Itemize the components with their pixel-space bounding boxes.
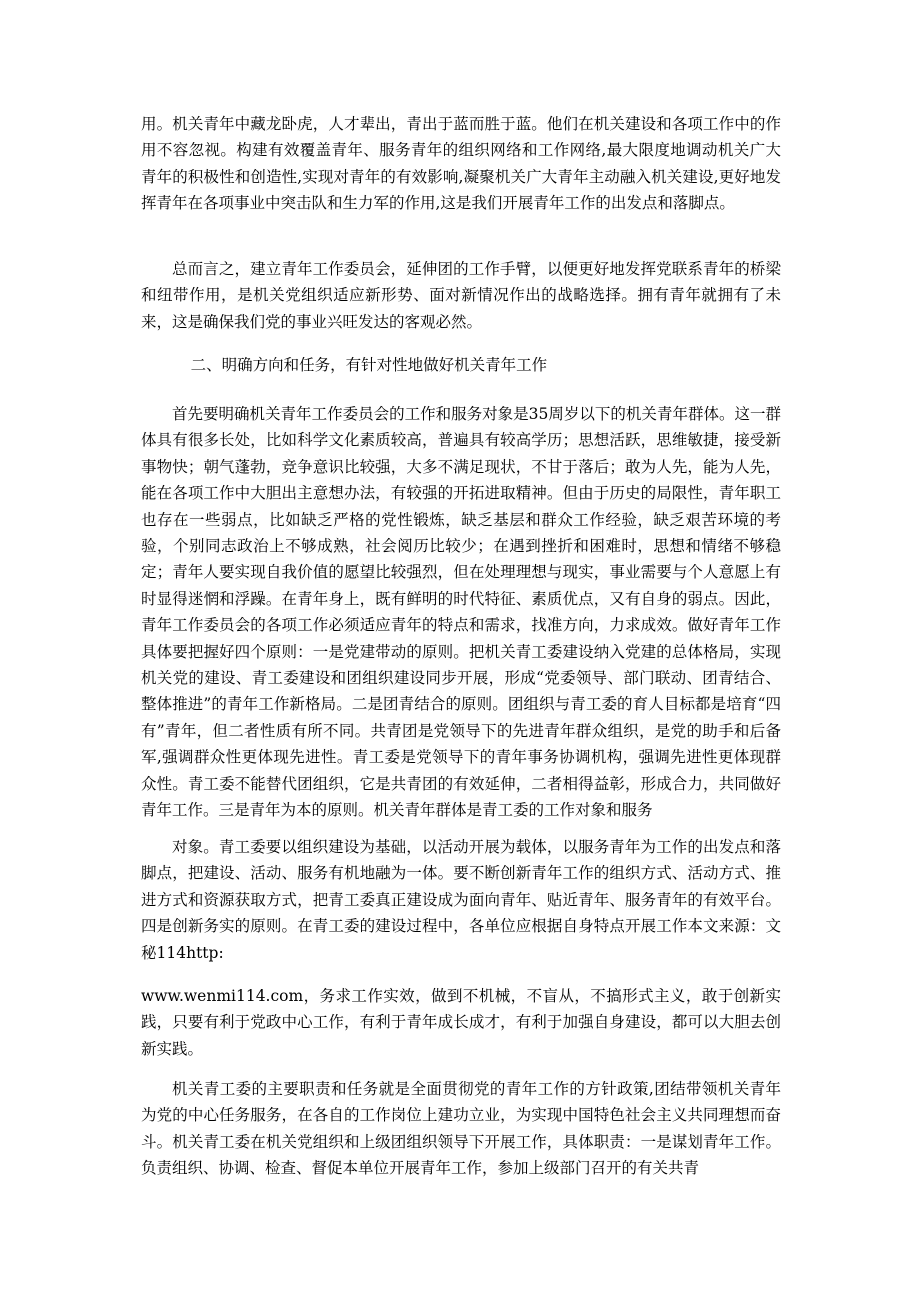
paragraph-5: www.wenmi114.com，务求工作实效，做到不机械，不盲从，不搞形式主义，敢于创新实践，只要有利于党政中心工作，有利于青年成长成才，有利于加强自身建设，都可以大胆去创新实践。 [141, 987, 781, 1058]
paragraph-1: 用。机关青年中藏龙卧虎，人才辈出，青出于蓝而胜于蓝。他们在机关建设和各项工作中的作用不容忽视。构建有效覆盖青年、服务青年的组织网络和工作网络,最大限度地调动机关广大青年的积极性和创造性,实现对青年的有效影响,凝聚机关广大青年主动融入机关建设,更好地发挥青年在各项事业中突击队和生力军的作用,这是我们开展青年工作的出发点和落脚点。 [141, 115, 781, 213]
paragraph-2: 总而言之，建立青年工作委员会，延伸团的工作手臂，以便更好地发挥党联系青年的桥梁和纽带作用，是机关党组织适应新形势、面对新情况作出的战略选择。拥有青年就拥有了未来，这是确保我们党的事业兴旺发达的客观必然。 [141, 260, 781, 331]
paragraph-6: 机关青工委的主要职责和任务就是全面贯彻党的青年工作的方针政策,团结带领机关青年为党的中心任务服务，在各自的工作岗位上建功立业，为实现中国特色社会主义共同理想而奋斗。机关青工委在机关党组织和上级团组织领导下开展工作，具体职责：一是谋划青年工作。负责组织、协调、检查、督促本单位开展青年工作，参加上级部门召开的有关共青 [141, 1080, 781, 1178]
paragraph-3: 首先要明确机关青年工作委员会的工作和服务对象是35周岁以下的机关青年群体。这一群体具有很多长处，比如科学文化素质较高，普遍具有较高学历；思想活跃，思维敏捷，接受新事物快；朝气蓬勃，竞争意识比较强，大多不满足现状，不甘于落后；敢为人先，能为人先，能在各项工作中大胆出主意想办法，有较强的开拓进取精神。但由于历史的局限性，青年职工也存在一些弱点，比如缺乏严格的党性锻炼，缺乏基层和群众工作经验，缺乏艰苦环境的考验，个别同志政治上不够成熟，社会阅历比较少；在遇到挫折和困难时，思想和情绪不够稳定；青年人要实现自我价值的愿望比较强烈，但在处理理想与现实，事业需要与个人意愿上有时显得迷惘和浮躁。在青年身上，既有鲜明的时代特征、素质优点，又有自身的弱点。因此，青年工作委员会的各项工作必须适应青年的特点和需求，找准方向，力求成效。做好青年工作具体要把握好四个原则：一是党建带动的原则。把机关青工委建设纳入党建的总体格局，实现机关党的建设、青工委建设和团组织建设同步开展，形成“党委领导、部门联动、团青结合、整体推进”的青年工作新格局。二是团青结合的原则。团组织与青工委的育人目标都是培育“四有”青年，但二者性质有所不同。共青团是党领导下的先进青年群众组织，是党的助手和后备军,强调群众性更体现先进性。青工委是党领导下的青年事务协调机构，强调先进性更体现群众性。青工委不能替代团组织，它是共青团的有效延伸，二者相得益彰，形成合力，共同做好青年工作。三是青年为本的原则。机关青年群体是青工委的工作对象和服务 [141, 405, 781, 820]
paragraph-4: 对象。青工委要以组织建设为基础，以活动开展为载体，以服务青年为工作的出发点和落脚点，把建设、活动、服务有机地融为一体。要不断创新青年工作的组织方式、活动方式、推进方式和资源获取方式，把青工委真正建设成为面向青年、贴近青年、服务青年的有效平台。四是创新务实的原则。在青工委的建设过程中，各单位应根据自身特点开展工作本文来源：文秘114http: [141, 838, 781, 962]
section-heading: 二、明确方向和任务，有针对性地做好机关青年工作 [190, 356, 548, 374]
